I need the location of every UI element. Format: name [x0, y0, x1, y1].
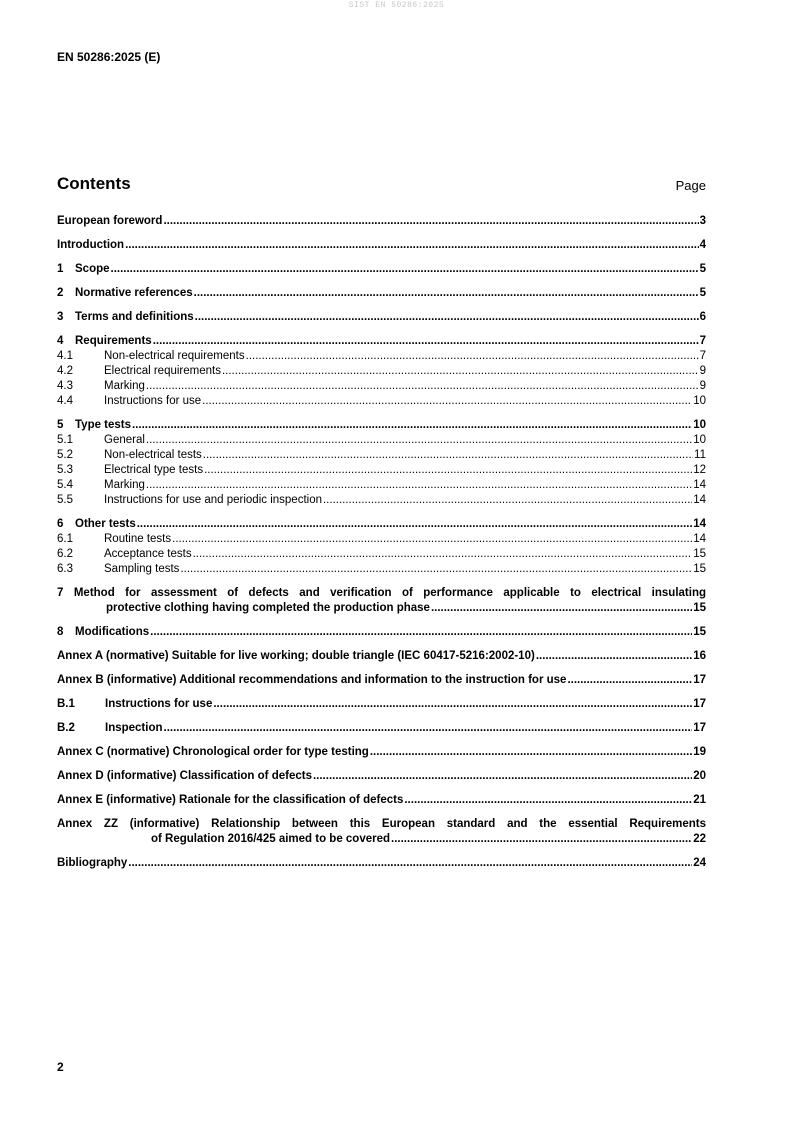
toc-page: 15: [693, 548, 706, 560]
toc-title: Non-electrical requirements: [104, 350, 245, 362]
toc-title: Annex B (informative) Additional recommendations and information to the instruction for use: [57, 674, 567, 686]
toc-page: 22: [693, 833, 706, 845]
leader-dots: [111, 262, 699, 277]
toc-entry-5[interactable]: [57, 418, 706, 433]
contents-heading: Contents: [57, 174, 131, 193]
toc-number: 6.1: [57, 533, 73, 545]
toc-title: European foreword: [57, 215, 163, 227]
toc-entry-b1[interactable]: [57, 697, 706, 712]
toc-title: Sampling tests: [104, 563, 180, 575]
toc-number: 6.3: [57, 563, 73, 575]
toc-number: 5.5: [57, 494, 73, 506]
leader-dots: [567, 673, 692, 688]
toc-page: 17: [693, 722, 706, 734]
leader-dots: [132, 418, 692, 433]
toc-entry-6-1[interactable]: [57, 532, 706, 547]
toc-number: 4.3: [57, 380, 73, 392]
toc-title: Annex D (informative) Classification of defects: [57, 770, 312, 782]
toc-page: 17: [693, 698, 706, 710]
toc-number: 5.2: [57, 449, 73, 461]
toc-number: 4.1: [57, 350, 73, 362]
leader-dots: [391, 832, 692, 847]
leader-dots: [146, 379, 699, 394]
toc-title: Inspection: [105, 722, 163, 734]
toc-page: 15: [693, 626, 706, 638]
toc-number: 4: [57, 335, 64, 347]
toc-page: 16: [693, 650, 706, 662]
toc-title: Electrical type tests: [104, 464, 204, 476]
toc-entry-5-3[interactable]: [57, 463, 706, 478]
toc-page: 9: [699, 380, 706, 392]
toc-entry-5-1[interactable]: [57, 433, 706, 448]
toc-title: Routine tests: [104, 533, 172, 545]
toc-number: 4.4: [57, 395, 73, 407]
table-of-contents: [57, 214, 706, 871]
toc-entry-5-2[interactable]: [57, 448, 706, 463]
toc-title: Marking: [104, 479, 145, 491]
leader-dots: [193, 547, 693, 562]
toc-entry-6[interactable]: [57, 517, 706, 532]
toc-title: Modifications: [75, 626, 150, 638]
toc-number: 6.2: [57, 548, 73, 560]
toc-title: Instructions for use: [104, 395, 202, 407]
toc-number: 5.4: [57, 479, 73, 491]
toc-entry-5-5[interactable]: [57, 493, 706, 508]
leader-dots: [172, 532, 692, 547]
toc-entry-annex-b[interactable]: [57, 673, 706, 688]
leader-dots: [202, 394, 692, 409]
leader-dots: [404, 793, 692, 808]
toc-entry-6-3[interactable]: [57, 562, 706, 577]
toc-entry-6-2[interactable]: [57, 547, 706, 562]
leader-dots: [146, 478, 692, 493]
toc-number: 5.3: [57, 464, 73, 476]
toc-page: 20: [693, 770, 706, 782]
toc-number: 5.1: [57, 434, 73, 446]
leader-dots: [128, 856, 692, 871]
toc-number: 5: [57, 419, 64, 431]
toc-entry-annex-a[interactable]: [57, 649, 706, 664]
watermark: SIST EN 50286:2025: [348, 1, 445, 10]
toc-title: Annex A (normative) Suitable for live working; double triangle (IEC 60417-5216:2002-10): [57, 650, 535, 662]
toc-title: Non-electrical tests: [104, 449, 202, 461]
toc-page: 10: [693, 434, 706, 446]
toc-number: 4.2: [57, 365, 73, 377]
leader-dots: [164, 721, 693, 736]
toc-title: Marking: [104, 380, 145, 392]
toc-page: 11: [694, 449, 706, 461]
toc-page: 9: [699, 365, 706, 377]
toc-page: 14: [693, 494, 706, 506]
toc-entry-4[interactable]: [57, 334, 706, 349]
toc-page: 19: [693, 746, 706, 758]
toc-title: Annex C (normative) Chronological order for type testing: [57, 746, 369, 758]
toc-title-line1: 7 Method for assessment of defects and verification of performance applicable to electrical insulating: [57, 587, 706, 599]
leader-dots: [125, 238, 699, 253]
toc-page: 12: [693, 464, 706, 476]
page-number: 2: [57, 1060, 64, 1074]
toc-entry-annex-e[interactable]: [57, 793, 706, 808]
toc-entry-bibliography[interactable]: [57, 856, 706, 871]
toc-entry-introduction[interactable]: [57, 238, 706, 253]
leader-dots: [370, 745, 692, 760]
toc-page: 5: [699, 287, 706, 299]
toc-entry-1[interactable]: [57, 262, 706, 277]
leader-dots: [246, 349, 699, 364]
toc-page: 4: [699, 239, 706, 251]
leader-dots: [222, 364, 699, 379]
document-id: EN 50286:2025 (E): [57, 50, 161, 64]
toc-page: 14: [693, 518, 706, 530]
toc-title-line1: Annex ZZ (informative) Relationship between this European standard and the essential Requirements: [57, 818, 706, 830]
leader-dots: [195, 310, 699, 325]
toc-entry-2[interactable]: [57, 286, 706, 301]
toc-entry-3[interactable]: [57, 310, 706, 325]
toc-number: 8: [57, 626, 64, 638]
page-column-label: Page: [675, 178, 706, 193]
toc-title: Bibliography: [57, 857, 128, 869]
toc-page: 7: [699, 350, 706, 362]
leader-dots: [163, 214, 698, 229]
toc-entry-4-3[interactable]: [57, 379, 706, 394]
toc-entry-annex-d[interactable]: [57, 769, 706, 784]
leader-dots: [180, 562, 692, 577]
toc-entry-annex-c[interactable]: [57, 745, 706, 760]
toc-page: 15: [693, 563, 706, 575]
leader-dots: [431, 601, 692, 616]
toc-page: 10: [693, 395, 706, 407]
toc-page: 3: [699, 215, 706, 227]
toc-page: 7: [699, 335, 706, 347]
toc-entry-8[interactable]: [57, 625, 706, 640]
toc-page: 10: [693, 419, 706, 431]
toc-page: 14: [693, 533, 706, 545]
toc-entry-7[interactable]: [57, 586, 706, 616]
toc-title: Annex E (informative) Rationale for the classification of defects: [57, 794, 404, 806]
toc-number: 2: [57, 287, 64, 299]
toc-title: Terms and definitions: [75, 311, 194, 323]
toc-page: 6: [699, 311, 706, 323]
leader-dots: [203, 448, 693, 463]
toc-title: Requirements: [75, 335, 152, 347]
leader-dots: [150, 625, 692, 640]
toc-number: 1: [57, 263, 64, 275]
toc-title: Introduction: [57, 239, 125, 251]
toc-title-line2: protective clothing having completed the production phase: [106, 602, 430, 614]
leader-dots: [536, 649, 692, 664]
toc-number: B.2: [57, 722, 75, 734]
toc-title: Instructions for use: [105, 698, 213, 710]
toc-entry-b2[interactable]: [57, 721, 706, 736]
toc-number: 6: [57, 518, 64, 530]
leader-dots: [153, 334, 699, 349]
toc-page: 14: [693, 479, 706, 491]
toc-entry-4-1[interactable]: [57, 349, 706, 364]
toc-page: 5: [699, 263, 706, 275]
leader-dots: [213, 697, 692, 712]
leader-dots: [146, 433, 692, 448]
toc-title: Acceptance tests: [104, 548, 192, 560]
toc-page: 15: [693, 602, 706, 614]
toc-title-line2: of Regulation 2016/425 aimed to be covered: [151, 833, 391, 845]
toc-entry-annex-zz[interactable]: [57, 817, 706, 847]
leader-dots: [194, 286, 699, 301]
toc-title: General: [104, 434, 145, 446]
toc-title: Instructions for use and periodic inspection: [104, 494, 322, 506]
toc-number: B.1: [57, 698, 75, 710]
toc-page: 17: [693, 674, 706, 686]
toc-entry-5-4[interactable]: [57, 478, 706, 493]
toc-title: Scope: [75, 263, 110, 275]
toc-entry-foreword[interactable]: [57, 214, 706, 229]
leader-dots: [137, 517, 692, 532]
toc-entry-4-4[interactable]: [57, 394, 706, 409]
leader-dots: [204, 463, 692, 478]
leader-dots: [323, 493, 692, 508]
toc-title: Normative references: [75, 287, 193, 299]
toc-title: Electrical requirements: [104, 365, 221, 377]
toc-title: Other tests: [75, 518, 136, 530]
toc-entry-4-2[interactable]: [57, 364, 706, 379]
toc-page: 21: [693, 794, 706, 806]
toc-page: 24: [693, 857, 706, 869]
leader-dots: [313, 769, 692, 784]
toc-title: Type tests: [75, 419, 132, 431]
toc-number: 3: [57, 311, 64, 323]
